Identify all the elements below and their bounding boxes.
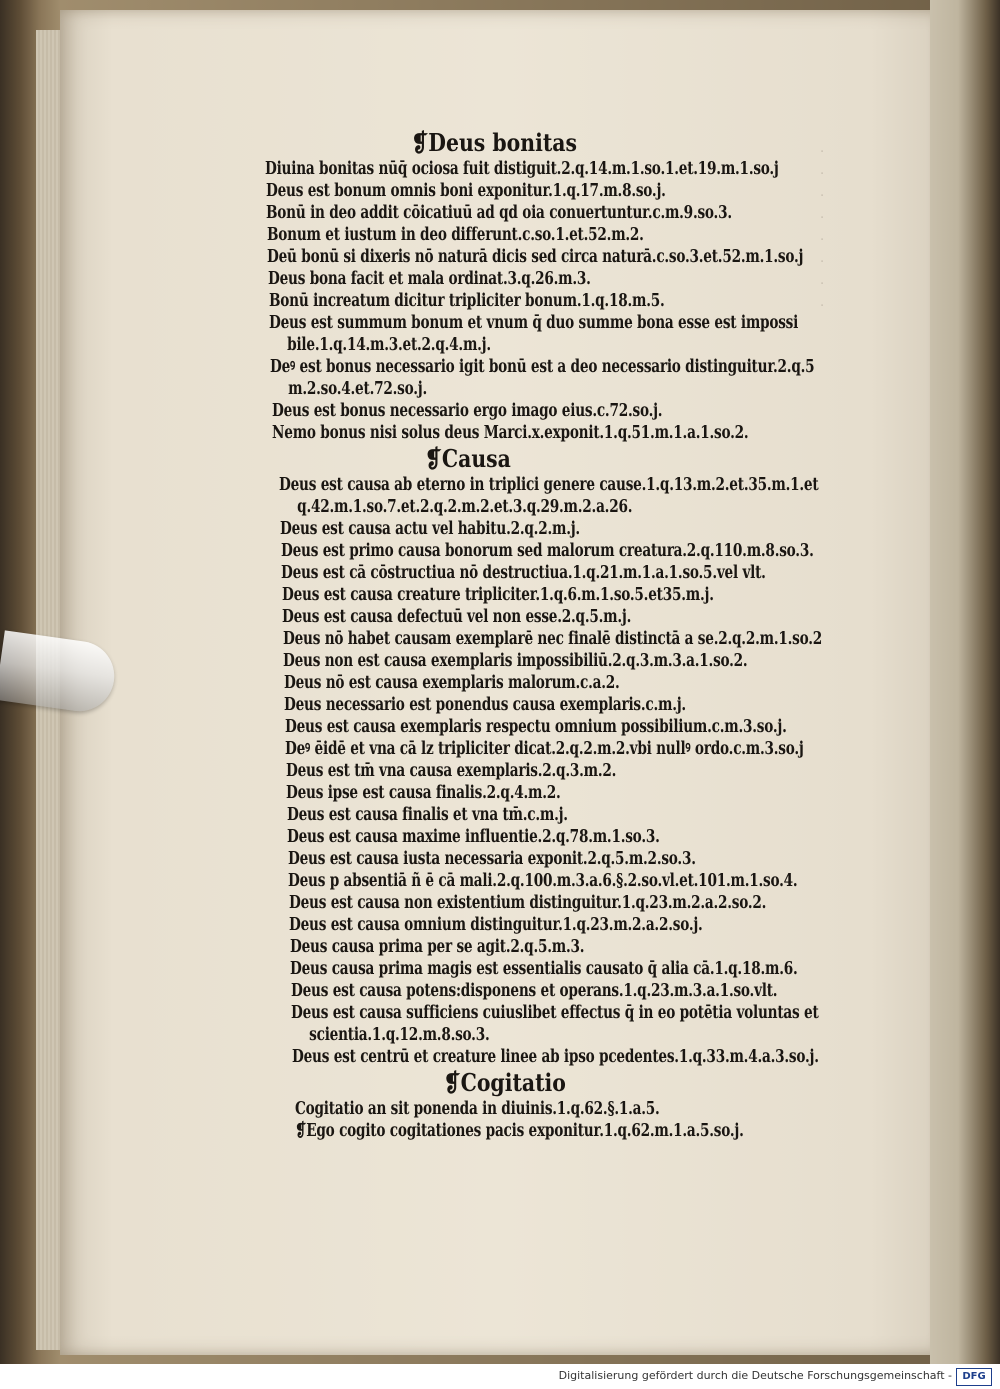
index-entry: Deus causa prima per se agit.2.q.5.m.3. [289,937,584,957]
index-entry: scientia.1.q.12.m.8.so.3. [308,1025,489,1045]
section-heading: ❡Deus bonitas [411,128,577,157]
index-entry: Deus est causa iusta necessaria exponit.2.q.5.m.2.so.3. [287,849,696,869]
index-entry: Deus est causa creature tripliciter.1.q.6.m.1.so.5.et35.m.j. [281,585,714,605]
index-entry: Deus est causa actu vel habitu.2.q.2.m.j. [280,519,580,539]
index-entry: Deus causa prima magis est essentialis causato q̄ alia cā.1.q.18.m.6. [290,959,798,979]
index-entry: Deus est summum bonum et vnum q̄ duo summe bona esse est impossi [269,313,799,333]
dfg-logo-icon: DFG [956,1368,992,1386]
index-entry: Deus est causa exemplaris respectu omnium possibilium.c.m.3.so.j. [284,717,787,737]
index-entry: Deus est causa defectuū vel non esse.2.q.5.m.j. [282,607,632,627]
index-entry: Diuina bonitas nūq̄ ociosa fuit distiguit.2.q.14.m.1.so.1.et.19.m.1.so.j [265,159,779,179]
index-entry: Deus necessario est ponendus causa exemplaris.c.m.j. [284,695,686,715]
section-heading: ❡Cogitatio [443,1068,566,1097]
index-entry: Deus est causa non existentium distinguitur.1.q.23.m.2.a.2.so.2. [288,893,766,913]
index-entry: Cogitatio an sit ponenda in diuinis.1.q.62.§.1.a.5. [295,1099,660,1119]
index-entry: Bonū increatum dicitur tripliciter bonum.1.q.18.m.5. [268,291,665,311]
index-entry: Deus est causa potens:disponens et operans.1.q.23.m.3.a.1.so.vlt. [290,981,777,1001]
facing-page-edge [930,0,1000,1364]
index-entry: Nemo bonus nisi solus deus Marci.x.exponit.1.q.51.m.1.a.1.so.2. [272,423,749,443]
index-entry: Deus non est causa exemplaris impossibiliū.2.q.3.m.3.a.1.so.2. [283,651,748,671]
index-entry: bile.1.q.14.m.3.et.2.q.4.m.j. [286,335,491,355]
index-entry: Deꝰ est bonus necessario igit bonū est a deo necessario distinguitur.2.q.5 [270,357,815,377]
index-entry: Deus est causa finalis et vna tm̄.c.m.j. [286,805,568,825]
index-entry: Deus est bonum omnis boni exponitur.1.q.17.m.8.so.j. [265,181,666,201]
index-entry: Deus est causa sufficiens cuiuslibet effectus q̄ in eo potētia voluntas et [291,1003,819,1023]
page-text [265,128,905,1142]
index-entry: Deus est causa omnium distinguitur.1.q.23.m.2.a.2.so.j. [289,915,703,935]
index-entry: Deū bonū si dixeris nō naturā dicis sed circa naturā.c.so.3.et.52.m.1.so.j [267,247,804,267]
index-entry: Deus est primo causa bonorum sed malorum creatura.2.q.110.m.8.so.3. [280,541,814,561]
index-entry: Deus bona facit et mala ordinat.3.q.26.m.3. [268,269,591,289]
index-entry: Deus nō habet causam exemplarē nec finalē distinctā a se.2.q.2.m.1.so.2 [282,629,822,649]
index-entry: Deus est centrū et creature linee ab ipso pcedentes.1.q.33.m.4.a.3.so.j. [292,1047,819,1067]
index-entry: Deus ipse est causa finalis.2.q.4.m.2. [286,783,561,803]
index-entry: Deus est causa maxime influentie.2.q.78.m.1.so.3. [287,827,660,847]
index-entry: Deus est tm̄ vna causa exemplaris.2.q.3.m.2. [285,761,616,781]
index-entry: Deus est cā cōstructiua nō destructiua.1.q.21.m.1.a.1.so.5.vel vlt. [281,563,766,583]
index-entry: Deus p absentiā ñ ē cā mali.2.q.100.m.3.a.6.§.2.so.vl.et.101.m.1.so.4. [288,871,798,891]
index-entry: Deus est causa ab eterno in triplici genere cause.1.q.13.m.2.et.35.m.1.et [279,475,819,495]
index-entry: Bonū in deo addit cōicatiuū ad qd oia conuertuntur.c.m.9.so.3. [266,203,733,223]
index-entry: ❡Ego cogito cogitationes pacis exponitur.1.q.62.m.1.a.5.so.j. [295,1121,745,1141]
index-entry: Deus est bonus necessario ergo imago eius.c.72.so.j. [271,401,662,421]
index-entry: Deus nō est causa exemplaris malorum.c.a.2. [283,673,620,693]
index-entry: Bonum et iustum in deo differunt.c.so.1.et.52.m.2. [266,225,644,245]
section-heading: ❡Causa [424,444,511,473]
footer-bar [0,1364,1000,1389]
index-entry: m.2.so.4.et.72.so.j. [288,379,427,399]
show-through: . . . . . . . . [820,141,825,310]
footer-credit: Digitalisierung gefördert durch die Deutsche Forschungsgemeinschaft - [558,1369,952,1382]
index-entry: q.42.m.1.so.7.et.2.q.2.m.2.et.3.q.29.m.2.a.26. [296,497,632,517]
index-entry: Deꝰ ēidē et vna cā lz tripliciter dicat.2.q.2.m.2.vbi nullꝰ ordo.c.m.3.so.j [285,739,804,759]
